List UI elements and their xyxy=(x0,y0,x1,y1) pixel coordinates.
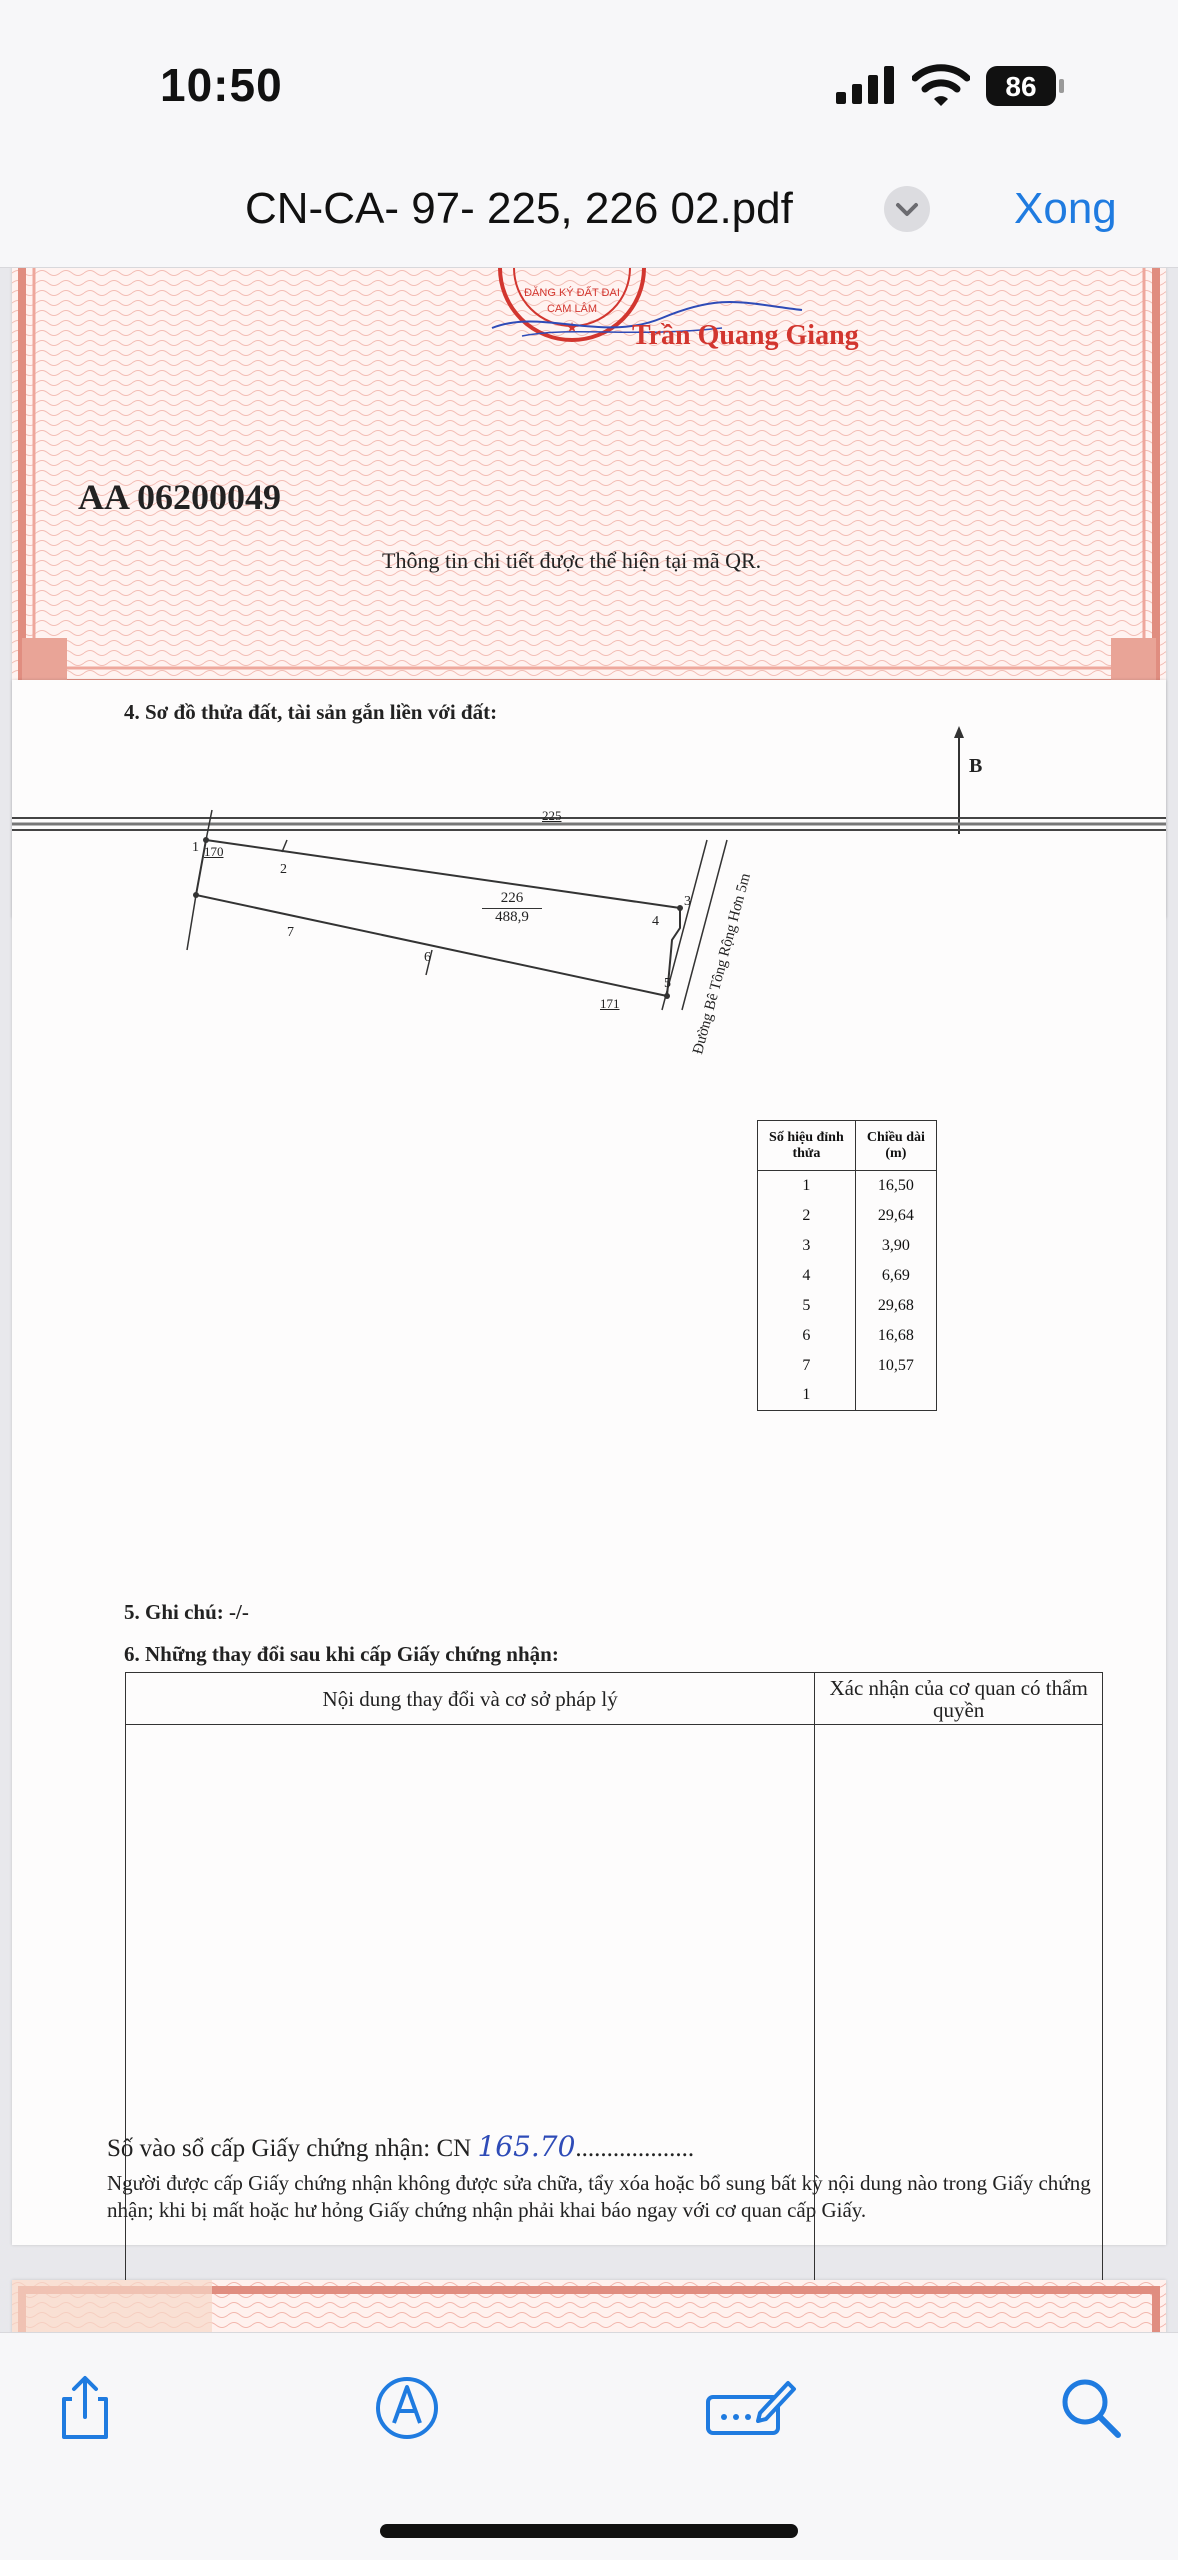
qr-note: Thông tin chi tiết được thể hiện tại mã QR. xyxy=(382,548,762,573)
table-cell: 29,68 xyxy=(855,1291,936,1321)
table-cell: 6 xyxy=(758,1321,856,1351)
table-cell: 5 xyxy=(758,1291,856,1321)
lot-number: 226 xyxy=(500,890,524,906)
done-button[interactable]: Xong xyxy=(1014,184,1117,233)
changes-table xyxy=(125,1672,1103,2332)
point-label-4: 4 xyxy=(652,914,659,929)
battery-level: 86 xyxy=(1005,71,1037,102)
svg-text:CAM LÂM: CAM LÂM xyxy=(546,303,598,315)
north-label: B xyxy=(969,755,983,777)
table-row xyxy=(758,1381,937,1411)
point-label-5: 5 xyxy=(664,976,671,991)
registration-label: Số vào sổ cấp Giấy chứng nhận: CN xyxy=(107,2135,472,2162)
changes-header-content: Nội dung thay đổi và cơ sở pháp lý xyxy=(126,1673,815,1725)
table-cell xyxy=(855,1381,936,1411)
svg-text:ĐĂNG KÝ ĐẤT ĐAI: ĐĂNG KÝ ĐẤT ĐAI xyxy=(524,287,620,299)
table-cell: 1 xyxy=(758,1381,856,1411)
point-label-2: 2 xyxy=(280,862,287,877)
lot-dimensions-table xyxy=(757,1120,937,1411)
table-cell: 10,57 xyxy=(855,1351,936,1381)
warning-text: Người được cấp Giấy chứng nhận không được sửa chữa, tẩy xóa hoặc bổ sung bất kỳ nội dung nào trong Giấy chứng nhận; khi bị mất hoặc hư hỏng Giấy chứng nhận phải khai báo ngay với cơ quan cấp Giấy. xyxy=(107,2171,1091,2222)
guilloche-background xyxy=(12,2280,1166,2332)
point-label-6: 6 xyxy=(424,950,431,965)
table-cell: 16,68 xyxy=(855,1321,936,1351)
lot-table-header-point: Số hiệu đỉnh thửa xyxy=(758,1121,856,1171)
road-label: Đường Bê Tông Rộng Hơn 5m xyxy=(690,871,754,1057)
table-row xyxy=(758,1171,937,1201)
wifi-icon xyxy=(912,64,970,108)
registration-number: 165.70 xyxy=(477,2130,576,2163)
battery-icon xyxy=(986,66,1066,106)
point-label-7: 7 xyxy=(287,925,294,940)
signal-icon xyxy=(836,66,896,104)
share-icon[interactable] xyxy=(50,2373,120,2443)
registration-dots: ................... xyxy=(575,2135,695,2162)
table-row xyxy=(758,1261,937,1291)
svg-text:★: ★ xyxy=(565,320,579,336)
markup-icon[interactable] xyxy=(372,2373,442,2443)
point-label-1: 1 xyxy=(192,840,199,855)
table-cell: 7 xyxy=(758,1351,856,1381)
document-viewer[interactable] xyxy=(0,268,1178,2332)
form-fill-icon[interactable] xyxy=(700,2373,800,2443)
status-bar xyxy=(0,0,1178,150)
certificate-serial: AA 06200049 xyxy=(78,477,282,517)
lot-table-header-length: Chiều dài (m) xyxy=(855,1121,936,1171)
table-cell: 3 xyxy=(758,1231,856,1261)
table-cell: 1 xyxy=(758,1171,856,1201)
table-cell: 29,64 xyxy=(855,1201,936,1231)
title-menu-button[interactable] xyxy=(884,186,930,232)
search-icon[interactable] xyxy=(1056,2373,1126,2443)
table-row xyxy=(758,1201,937,1231)
lot-area: 488,9 xyxy=(482,908,542,926)
section-6-title: 6. Những thay đổi sau khi cấp Giấy chứng nhận: xyxy=(124,1642,559,1666)
point-label-3: 3 xyxy=(684,894,691,909)
plot-plan xyxy=(162,800,762,1020)
neighbor-south: 171 xyxy=(600,996,620,1011)
neighbor-north: 225 xyxy=(542,808,562,823)
table-cell: 4 xyxy=(758,1261,856,1291)
table-cell: 3,90 xyxy=(855,1231,936,1261)
home-indicator[interactable] xyxy=(380,2524,798,2538)
table-row xyxy=(758,1321,937,1351)
table-row xyxy=(758,1351,937,1381)
document-title[interactable]: CN-CA- 97- 225, 226 02.pdf xyxy=(245,184,793,233)
table-cell xyxy=(815,1725,1103,2333)
chevron-down-icon xyxy=(884,186,930,232)
document-title-bar xyxy=(0,150,1178,268)
status-time: 10:50 xyxy=(160,59,283,111)
section-5-note: 5. Ghi chú: -/- xyxy=(124,1600,249,1624)
registration-line xyxy=(107,2130,694,2163)
section-4-title: 4. Sơ đồ thửa đất, tài sản gắn liền với đất: xyxy=(124,700,498,724)
table-row xyxy=(758,1231,937,1261)
pdf-page-3 xyxy=(12,2280,1166,2332)
pdf-page-2 xyxy=(12,680,1166,2245)
signer-name: Trần Quang Giang xyxy=(632,320,859,351)
table-cell xyxy=(126,1725,815,2333)
table-row xyxy=(126,1725,1103,2333)
table-row xyxy=(758,1291,937,1321)
changes-header-confirmation: Xác nhận của cơ quan có thẩm quyền xyxy=(815,1673,1103,1725)
table-cell: 6,69 xyxy=(855,1261,936,1291)
table-cell: 2 xyxy=(758,1201,856,1231)
table-cell: 16,50 xyxy=(855,1171,936,1201)
neighbor-west: 170 xyxy=(204,844,224,859)
